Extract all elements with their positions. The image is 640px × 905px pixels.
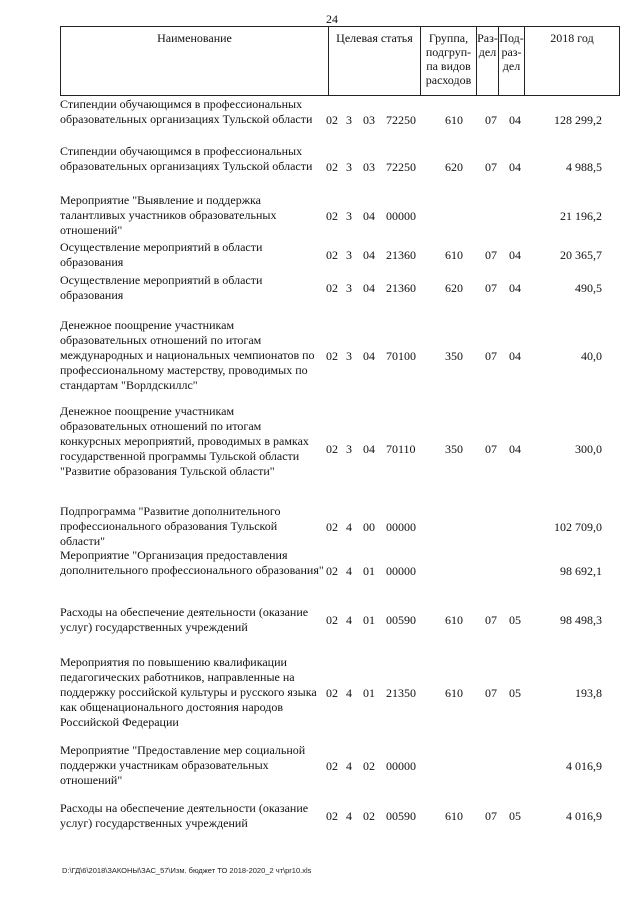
row-name: Мероприятие "Выявление и поддержка талантливых участников образовательных отношений" — [60, 193, 277, 237]
row-section: 07 — [485, 159, 497, 174]
table-row — [60, 404, 620, 494]
header-name: Наименование — [60, 26, 328, 96]
row-p2: 4 — [346, 809, 352, 823]
row-subsection: 04 — [509, 281, 521, 295]
row-p4: 21350 — [386, 685, 416, 700]
header-group: Группа, подгруп-па видов расходов — [420, 26, 476, 96]
table-row — [60, 504, 620, 549]
row-p4: 72250 — [386, 112, 416, 127]
row-p2: 4 — [346, 685, 352, 700]
row-p2: 3 — [346, 348, 352, 363]
row-group: 350 — [445, 348, 463, 363]
row-p4: 21360 — [386, 248, 416, 262]
row-p2: 4 — [346, 758, 352, 773]
row-p2: 3 — [346, 442, 352, 456]
row-section: 07 — [485, 685, 497, 700]
row-group: 350 — [445, 442, 463, 456]
row-p3: 04 — [363, 348, 375, 363]
row-name: Мероприятие "Организация предоставления дополнительного профессионального образования" — [60, 548, 324, 577]
row-name: Мероприятия по повышению квалификации педагогических работников, направленные на поддержку российской культуры и русского языка как общенационального достояния народов Российской Федерации — [60, 655, 317, 729]
row-p2: 3 — [346, 281, 352, 295]
row-amount: 128 299,2 — [554, 112, 602, 127]
row-p1: 02 — [326, 563, 338, 578]
table-row — [60, 273, 620, 303]
row-p3: 04 — [363, 248, 375, 262]
row-name: Денежное поощрение участникам образовательных отношений по итогам конкурсных мероприятий, проводимых в рамках государственной программы Тульской области "Развитие образования Тульской области" — [60, 404, 309, 478]
row-group: 620 — [445, 159, 463, 174]
row-group: 610 — [445, 613, 463, 627]
page-number: 24 — [326, 12, 338, 26]
row-p2: 3 — [346, 112, 352, 127]
footer-file-path: D:\ГД\6\2018\ЗАКОНЫ\ЗАС_57\Изм. бюджет ТО 2018-2020_2 чт\pr10.xls — [62, 866, 312, 875]
row-p3: 03 — [363, 112, 375, 127]
row-amount: 21 196,2 — [560, 208, 602, 223]
row-p4: 21360 — [386, 281, 416, 295]
row-group: 610 — [445, 685, 463, 700]
table-row — [60, 548, 620, 593]
row-subsection: 04 — [509, 348, 521, 363]
row-p1: 02 — [326, 442, 338, 456]
row-group: 610 — [445, 248, 463, 262]
row-name: Осуществление мероприятий в области образования — [60, 273, 263, 302]
row-p2: 4 — [346, 613, 352, 627]
row-section: 07 — [485, 809, 497, 823]
row-p2: 3 — [346, 159, 352, 174]
row-p3: 01 — [363, 613, 375, 627]
table-row — [60, 97, 620, 142]
row-p1: 02 — [326, 281, 338, 295]
row-p3: 01 — [363, 563, 375, 578]
row-p1: 02 — [326, 248, 338, 262]
row-name: Стипендии обучающимся в профессиональных образовательных организациях Тульской области — [60, 144, 313, 173]
row-name: Мероприятие "Предоставление мер социальной поддержки участникам образовательных отношений" — [60, 743, 306, 787]
row-subsection: 05 — [509, 809, 521, 823]
row-p4: 00000 — [386, 519, 416, 534]
row-group: 620 — [445, 281, 463, 295]
row-amount: 300,0 — [575, 442, 602, 456]
table-row — [60, 193, 620, 238]
row-subsection: 04 — [509, 159, 521, 174]
table-row — [60, 801, 620, 831]
row-p3: 03 — [363, 159, 375, 174]
row-amount: 98 692,1 — [560, 563, 602, 578]
row-amount: 490,5 — [575, 281, 602, 295]
row-p3: 01 — [363, 685, 375, 700]
row-p3: 02 — [363, 809, 375, 823]
row-p1: 02 — [326, 613, 338, 627]
row-p1: 02 — [326, 112, 338, 127]
row-p4: 70110 — [386, 442, 416, 456]
header-target: Целевая статья — [328, 26, 420, 96]
table-row — [60, 605, 620, 635]
row-p1: 02 — [326, 208, 338, 223]
table-row — [60, 655, 620, 730]
row-p4: 70100 — [386, 348, 416, 363]
row-p4: 00590 — [386, 809, 416, 823]
row-name: Денежное поощрение участникам образовательных отношений по итогам международных и национальных чемпионатов по профессиональному мастерству, проводимых по стандартам "Ворлдскиллс" — [60, 318, 315, 392]
row-section: 07 — [485, 112, 497, 127]
row-amount: 193,8 — [575, 685, 602, 700]
row-name: Расходы на обеспечение деятельности (оказание услуг) государственных учреждений — [60, 605, 309, 634]
row-p2: 4 — [346, 519, 352, 534]
row-section: 07 — [485, 281, 497, 295]
row-name: Осуществление мероприятий в области образования — [60, 240, 263, 269]
row-amount: 4 016,9 — [566, 809, 602, 823]
row-group: 610 — [445, 809, 463, 823]
row-name: Подпрограмма "Развитие дополнительного профессионального образования Тульской области" — [60, 504, 281, 548]
row-subsection: 04 — [509, 112, 521, 127]
row-p2: 3 — [346, 248, 352, 262]
row-amount: 40,0 — [581, 348, 602, 363]
row-amount: 98 498,3 — [560, 613, 602, 627]
row-subsection: 05 — [509, 685, 521, 700]
table-row — [60, 743, 620, 788]
row-section: 07 — [485, 248, 497, 262]
row-p4: 00000 — [386, 563, 416, 578]
row-p3: 04 — [363, 281, 375, 295]
row-p1: 02 — [326, 519, 338, 534]
row-name: Стипендии обучающимся в профессиональных образовательных организациях Тульской области — [60, 97, 313, 126]
table-row — [60, 144, 620, 189]
row-amount: 20 365,7 — [560, 248, 602, 262]
row-section: 07 — [485, 442, 497, 456]
row-amount: 102 709,0 — [554, 519, 602, 534]
row-name: Расходы на обеспечение деятельности (оказание услуг) государственных учреждений — [60, 801, 309, 830]
row-p4: 72250 — [386, 159, 416, 174]
row-p3: 02 — [363, 758, 375, 773]
table-row — [60, 318, 620, 393]
row-amount: 4 016,9 — [566, 758, 602, 773]
row-p2: 3 — [346, 208, 352, 223]
row-p1: 02 — [326, 809, 338, 823]
row-p3: 00 — [363, 519, 375, 534]
row-subsection: 04 — [509, 442, 521, 456]
row-p2: 4 — [346, 563, 352, 578]
row-subsection: 05 — [509, 613, 521, 627]
row-p4: 00000 — [386, 208, 416, 223]
row-p3: 04 — [363, 442, 375, 456]
row-p4: 00590 — [386, 613, 416, 627]
row-p3: 04 — [363, 208, 375, 223]
row-p1: 02 — [326, 758, 338, 773]
row-p1: 02 — [326, 348, 338, 363]
header-section: Раз-дел — [476, 26, 498, 96]
row-p1: 02 — [326, 159, 338, 174]
row-amount: 4 988,5 — [566, 159, 602, 174]
row-group: 610 — [445, 112, 463, 127]
header-year: 2018 год — [524, 26, 620, 96]
table-row — [60, 240, 620, 270]
row-section: 07 — [485, 348, 497, 363]
row-p1: 02 — [326, 685, 338, 700]
header-subsection: Под-раз-дел — [498, 26, 524, 96]
row-subsection: 04 — [509, 248, 521, 262]
row-p4: 00000 — [386, 758, 416, 773]
row-section: 07 — [485, 613, 497, 627]
